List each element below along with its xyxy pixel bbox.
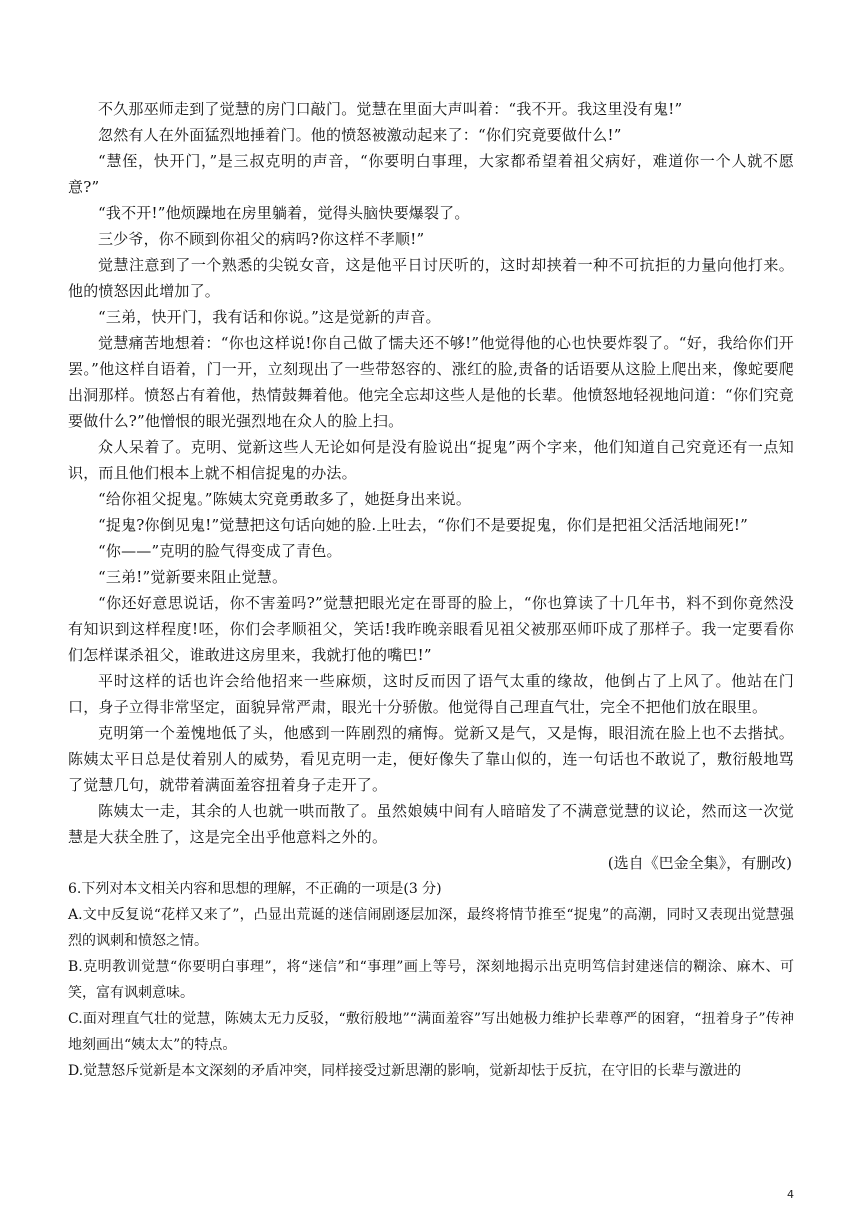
- paragraph: “我不开!”他烦躁地在房里躺着，觉得头脑快要爆裂了。: [98, 204, 470, 222]
- story-excerpt: [68, 96, 794, 1084]
- paragraph: 众人呆着了。克明、觉新这些人无论如何是没有脸说出“捉鬼”两个字来，他们知道自己究竟还有一点知识，而且他们根本上就不相信捉鬼的办法。: [68, 438, 794, 482]
- paragraph: “慧侄，快开门，”是三叔克明的声音，“你要明白事理，大家都希望着祖父病好，难道你一个人就不愿意?”: [68, 152, 794, 196]
- paragraph: 不久那巫师走到了觉慧的房门口敲门。觉慧在里面大声叫着：“我不开。我这里没有鬼!”: [98, 100, 683, 118]
- paragraph: 克明第一个羞愧地低了头，他感到一阵剧烈的痛悔。觉新又是气，又是悔，眼泪流在脸上也不去揩拭。陈姨太平日总是仗着别人的威势，看见克明一走，便好像失了靠山似的，连一句话也不敢说了，敷衍般地骂了觉慧几句，就带着满面羞容扭着身子走开了。: [68, 724, 794, 794]
- question-stem: 6.下列对本文相关内容和思想的理解，不正确的一项是(3 分): [68, 881, 442, 897]
- paragraph: 觉慧注意到了一个熟悉的尖锐女音，这是他平日讨厌听的，这时却挟着一种不可抗拒的力量向他打来。他的愤怒因此增加了。: [68, 256, 794, 300]
- paragraph: “三弟，快开门，我有话和你说。”这是觉新的声音。: [98, 308, 441, 326]
- paragraph: “捉鬼?你倒见鬼!”觉慧把这句话向她的脸.上吐去，“你们不是要捉鬼，你们是把祖父活活地闹死!”: [98, 516, 748, 534]
- paragraph: “你还好意思说话，你不害羞吗?”觉慧把眼光定在哥哥的脸上，“你也算读了十几年书，料不到你竟然没有知识到这样程度!呸，你们会孝顺祖父，笑话!我昨晚亲眼看见祖父被那巫师吓成了那样子。我一定要看你们怎样谋杀祖父，谁敢进这房里来，我就打他的嘴巴!”: [68, 594, 794, 664]
- source-note: (选自《巴金全集》，有删改): [607, 854, 792, 872]
- page-number: 4: [787, 1188, 794, 1201]
- option-b: B.克明教训觉慧“你要明白事理”，将“迷信”和“事理”画上等号，深刻地揭示出克明笃信封建迷信的糊涂、麻木、可笑，富有讽刺意味。: [68, 959, 794, 1001]
- paragraph: 陈姨太一走，其余的人也就一哄而散了。虽然娘姨中间有人暗暗发了不满意觉慧的议论，然而这一次觉慧是大获全胜了，这是完全出乎他意料之外的。: [68, 802, 794, 846]
- paragraph: 平时这样的话也许会给他招来一些麻烦，这时反而因了语气太重的缘故，他倒占了上风了。他站在门口，身子立得非常坚定，面貌异常严肃，眼光十分骄傲。他觉得自己理直气壮，完全不把他们放在眼里。: [68, 672, 794, 716]
- paragraph: “你——”克明的脸气得变成了青色。: [98, 542, 342, 560]
- paragraph: 三少爷，你不顾到你祖父的病吗?你这样不孝顺!”: [98, 230, 425, 248]
- option-a: A.文中反复说“花样又来了”，凸显出荒诞的迷信闹剧逐层加深，最终将情节推至“捉鬼”的高潮，同时又表现出觉慧强烈的讽刺和愤怒之情。: [68, 907, 794, 949]
- paragraph: 忽然有人在外面猛烈地捶着门。他的愤怒被激动起来了：“你们究竟要做什么!”: [98, 126, 622, 144]
- paragraph: “三弟!”觉新要来阻止觉慧。: [98, 568, 288, 586]
- paragraph: 觉慧痛苦地想着：“你也这样说!你自己做了懦夫还不够!”他觉得他的心也快要炸裂了。“好，我给你们开罢。”他这样自语着，门一开，立刻现出了一些带怒容的、涨红的脸,责备的话语要从这脸上爬出来，像蛇要爬出洞那样。愤怒占有着他，热情鼓舞着他。他完全忘却这些人是他的长辈。他愤怒地轻视地问道：“你们究竟要做什么?”他憎恨的眼光强烈地在众人的脸上扫。: [68, 334, 794, 430]
- option-c: C.面对理直气壮的觉慧，陈姨太无力反驳，“敷衍般地”“满面羞容”写出她极力维护长辈尊严的困窘，“扭着身子”传神地刻画出“姨太太”的特点。: [68, 1011, 794, 1053]
- option-d: D.觉慧怒斥觉新是本文深刻的矛盾冲突，同样接受过新思潮的影响，觉新却怯于反抗，在守旧的长辈与激进的: [68, 1063, 742, 1079]
- paragraph: “给你祖父捉鬼。”陈姨太究竟勇敢多了，她挺身出来说。: [98, 490, 472, 508]
